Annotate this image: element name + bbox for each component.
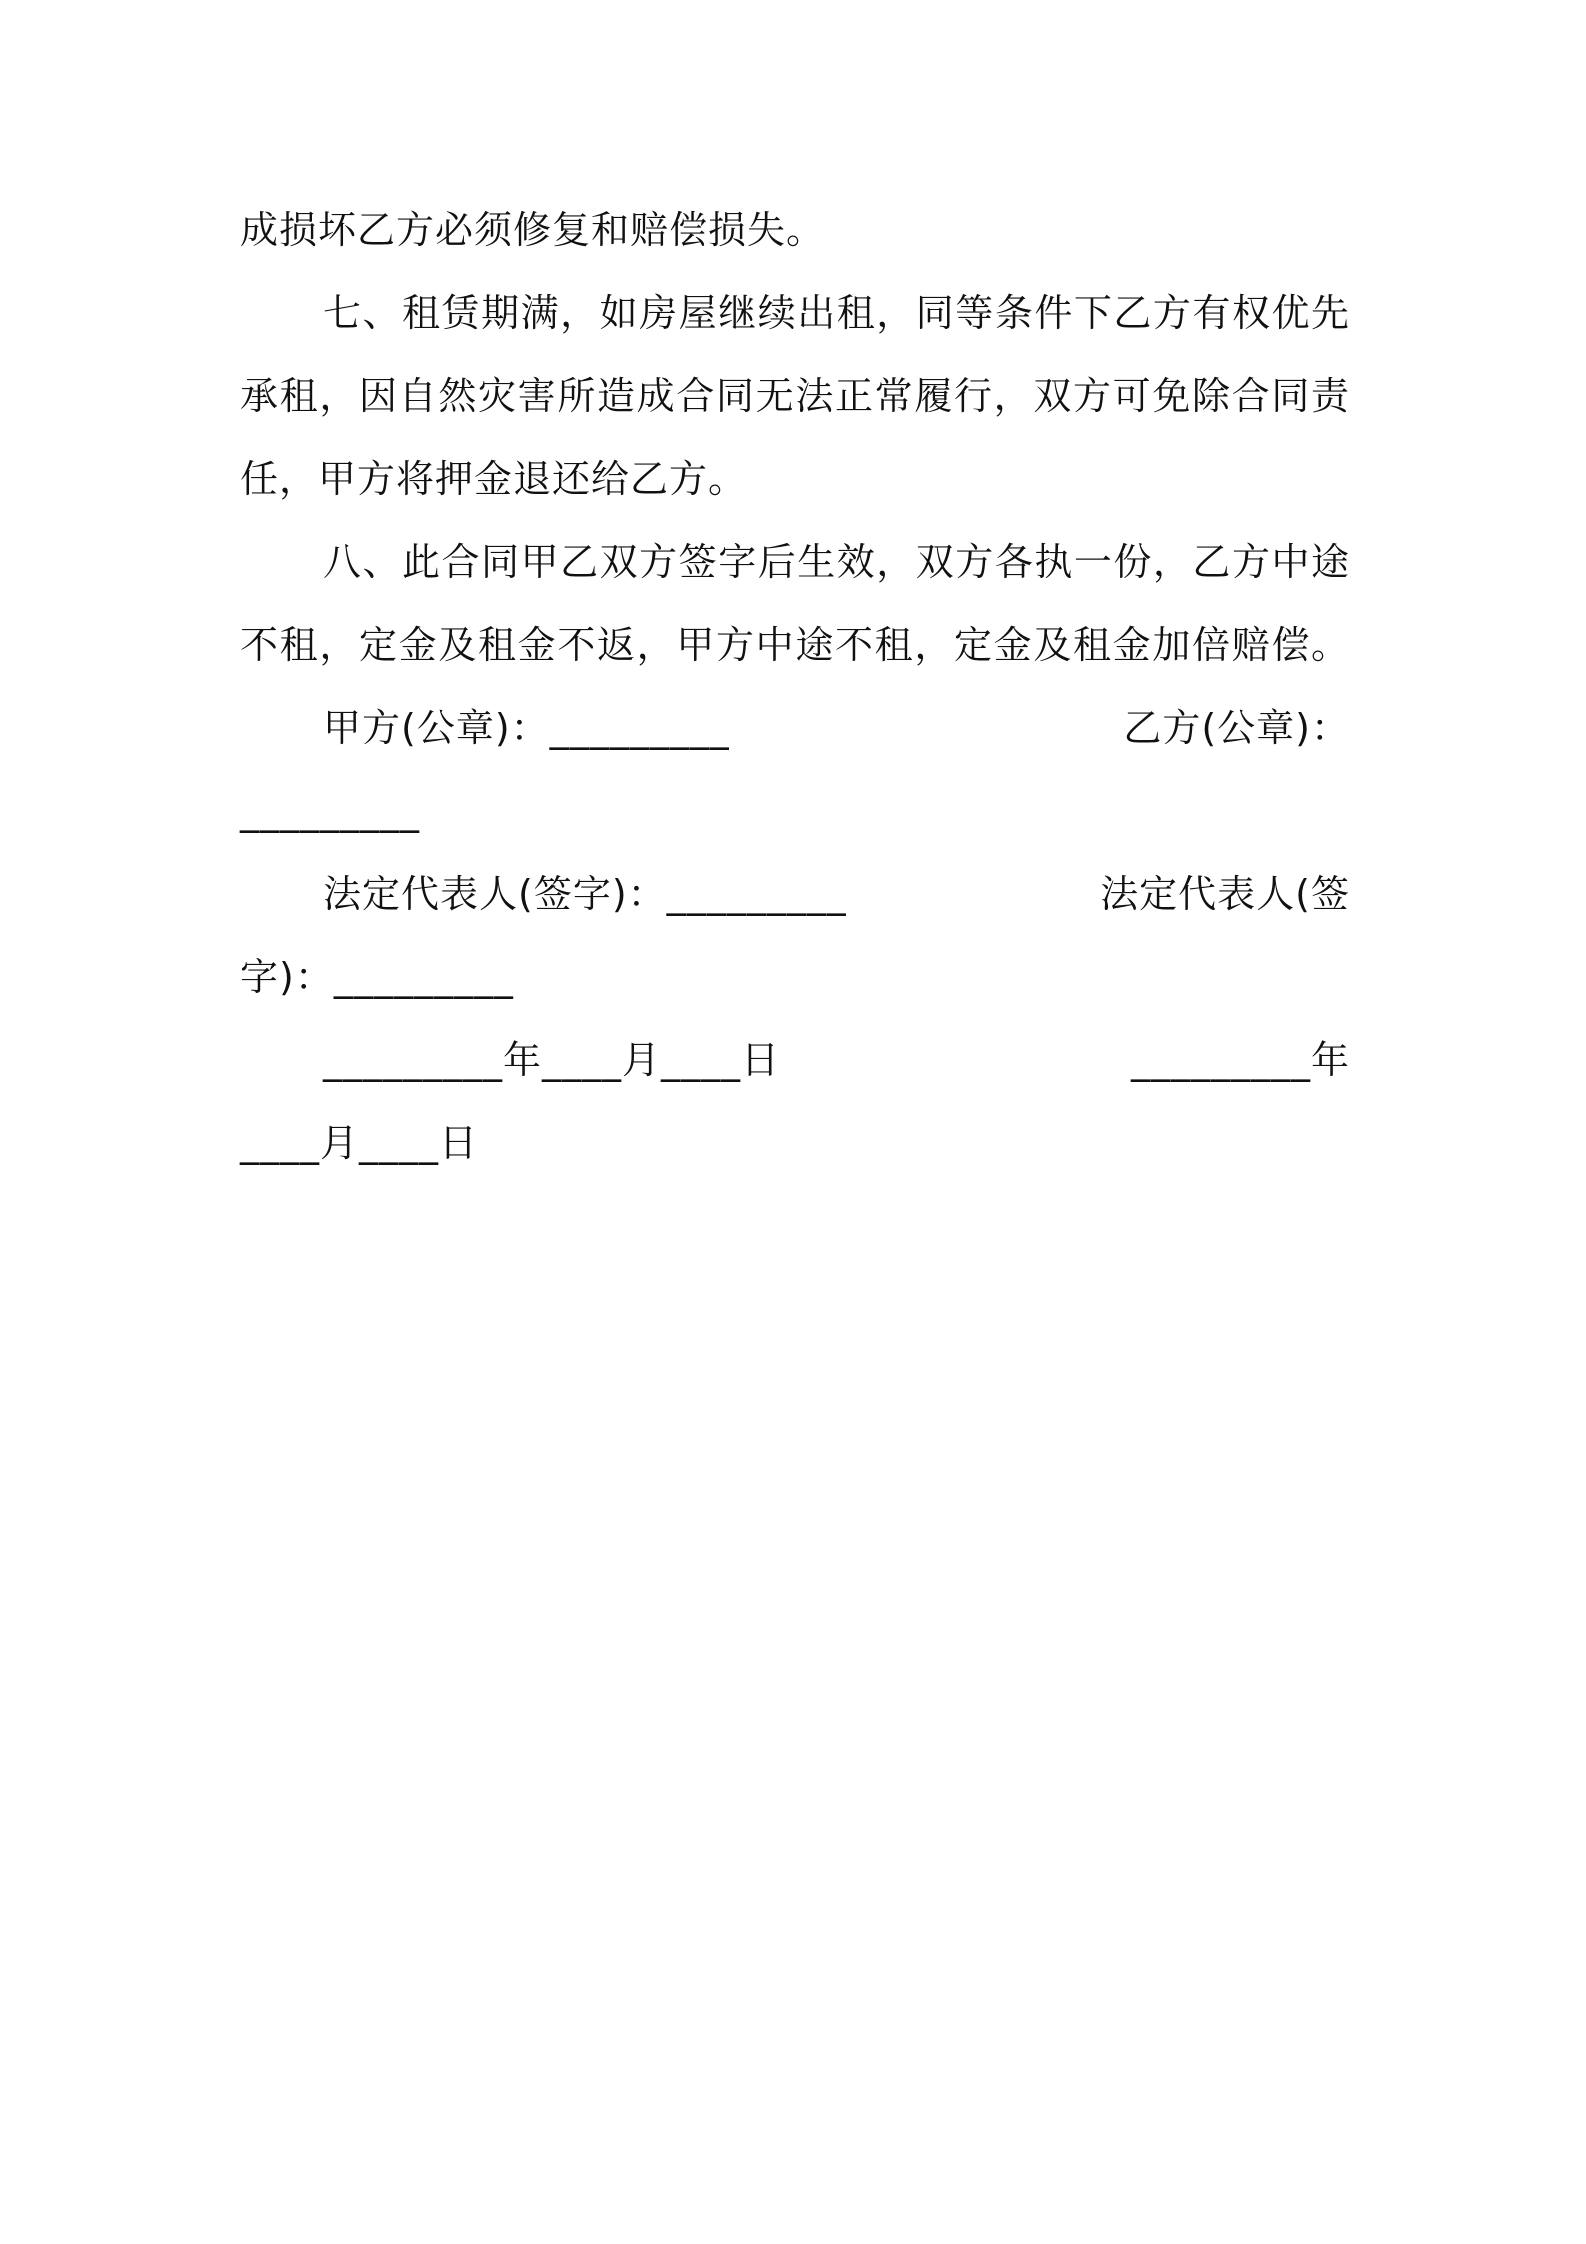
paragraph-line: 成损坏乙方必须修复和赔偿损失。 xyxy=(240,208,826,252)
party-b-seal-label: 乙方(公章)： xyxy=(1123,706,1350,750)
clause-seven-line: 任，甲方将押金退还给乙方。 xyxy=(240,457,748,501)
clause-eight-line: 八、此合同甲乙双方签字后生效，双方各执一份，乙方中途 xyxy=(323,540,1350,584)
party-b-representative-label: 法定代表人(签 xyxy=(1100,872,1350,916)
party-a-date-field: _________年____月____日 xyxy=(323,1038,781,1082)
party-b-seal-blank: _________ xyxy=(240,789,420,833)
party-a-seal-field: 甲方(公章)：_________ xyxy=(323,706,730,750)
clause-seven-line: 七、租赁期满，如房屋继续出租，同等条件下乙方有权优先 xyxy=(323,291,1350,335)
party-b-date-month-day: ____月____日 xyxy=(240,1121,479,1165)
party-b-representative-blank: 字)：_________ xyxy=(240,955,514,999)
party-a-representative-field: 法定代表人(签字)：_________ xyxy=(323,872,847,916)
party-b-date-year: _________年 xyxy=(1130,1038,1350,1082)
clause-eight-line: 不租，定金及租金不返，甲方中途不租，定金及租金加倍赔偿。 xyxy=(240,623,1350,667)
clause-seven-line: 承租，因自然灾害所造成合同无法正常履行，双方可免除合同责 xyxy=(240,374,1350,418)
